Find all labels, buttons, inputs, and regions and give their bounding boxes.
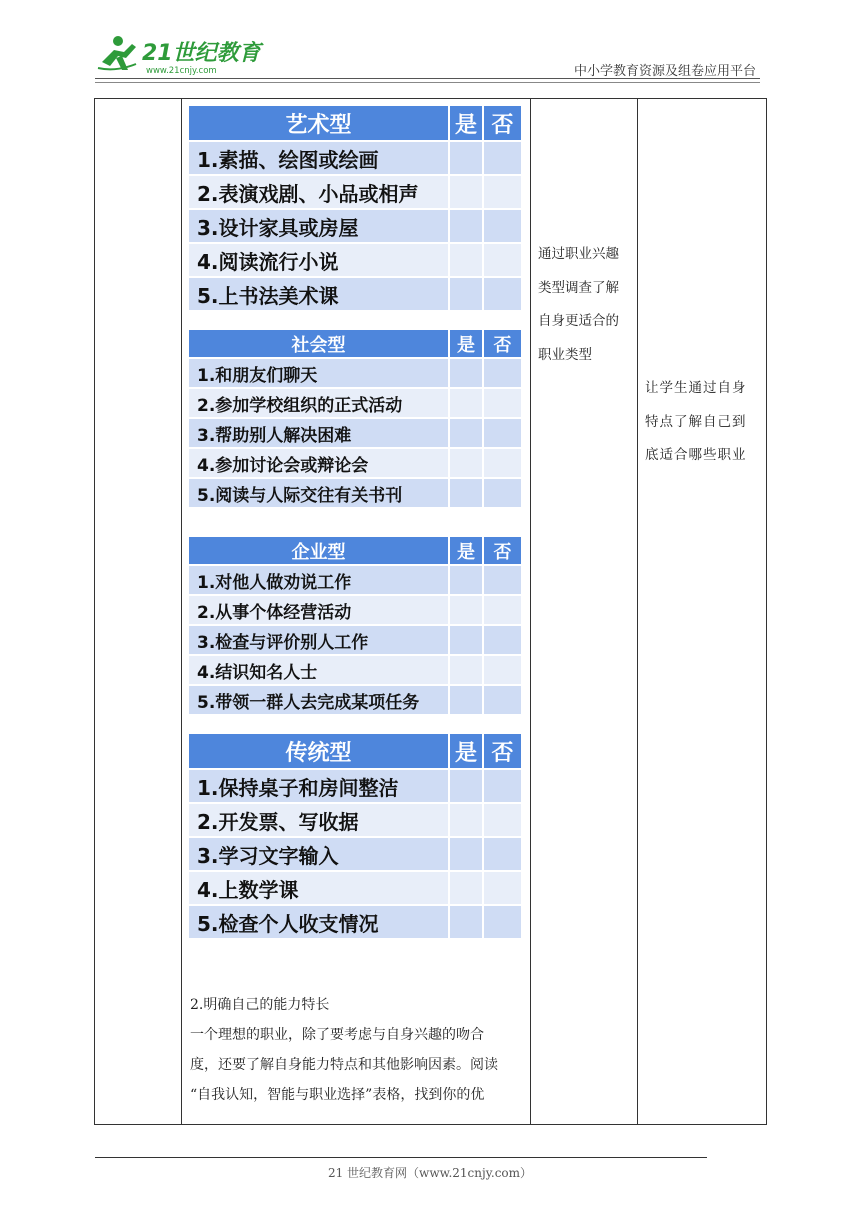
table-title: 艺术型 (189, 106, 449, 141)
yes-cell[interactable] (449, 803, 483, 837)
no-cell[interactable] (483, 448, 521, 478)
activity-goal (538, 238, 636, 372)
yes-cell[interactable] (449, 769, 483, 803)
table-title: 企业型 (189, 537, 449, 565)
yes-cell[interactable] (449, 625, 483, 655)
table-row: 2.参加学校组织的正式活动 (189, 388, 449, 418)
no-cell[interactable] (483, 803, 521, 837)
section-heading: 2.明确自己的能力特长 (190, 997, 330, 1013)
interest-table-artistic (189, 106, 521, 310)
table-title: 社会型 (189, 330, 449, 358)
text-line: 类型调查了解 (538, 279, 619, 296)
no-cell[interactable] (483, 655, 521, 685)
no-header: 否 (483, 734, 521, 769)
yes-cell[interactable] (449, 837, 483, 871)
table-row: 1.保持桌子和房间整洁 (189, 769, 449, 803)
logo-url: www.21cnjy.com (146, 66, 217, 76)
design-intent (645, 372, 763, 473)
no-cell[interactable] (483, 595, 521, 625)
table-row: 3.帮助别人解决困难 (189, 418, 449, 448)
table-row: 4.上数学课 (189, 871, 449, 905)
no-cell[interactable] (483, 388, 521, 418)
column-divider-1 (181, 98, 182, 1125)
no-cell[interactable] (483, 243, 521, 277)
column-divider-3 (637, 98, 638, 1125)
text-line: 通过职业兴趣 (538, 246, 619, 262)
yes-cell[interactable] (449, 243, 483, 277)
yes-header: 是 (449, 734, 483, 769)
yes-cell[interactable] (449, 871, 483, 905)
no-cell[interactable] (483, 565, 521, 595)
no-cell[interactable] (483, 277, 521, 310)
yes-cell[interactable] (449, 595, 483, 625)
yes-cell[interactable] (449, 565, 483, 595)
table-row: 1.素描、绘图或绘画 (189, 141, 449, 175)
interest-table-enterprising (189, 537, 521, 714)
interest-table-conventional (189, 734, 521, 938)
no-cell[interactable] (483, 769, 521, 803)
header-divider-thin (95, 82, 760, 83)
no-cell[interactable] (483, 871, 521, 905)
footer-text: 21 世纪教育网（www.21cnjy.com） (327, 1166, 533, 1180)
no-cell[interactable] (483, 905, 521, 938)
text-line: 特点了解自己到 (645, 413, 747, 430)
text-line: 自身更适合的 (538, 313, 619, 329)
table-row: 4.阅读流行小说 (189, 243, 449, 277)
yes-cell[interactable] (449, 418, 483, 448)
no-cell[interactable] (483, 837, 521, 871)
table-row: 1.和朋友们聊天 (189, 358, 449, 388)
table-row: 2.表演戏剧、小品或相声 (189, 175, 449, 209)
table-row: 4.参加讨论会或辩论会 (189, 448, 449, 478)
yes-header: 是 (449, 330, 483, 358)
table-row: 3.学习文字输入 (189, 837, 449, 871)
yes-cell[interactable] (449, 478, 483, 507)
yes-cell[interactable] (449, 209, 483, 243)
table-row: 2.开发票、写收据 (189, 803, 449, 837)
yes-cell[interactable] (449, 685, 483, 714)
table-title: 传统型 (189, 734, 449, 769)
yes-header: 是 (449, 537, 483, 565)
header-divider (95, 78, 760, 79)
paragraph-line: “自我认知，智能与职业选择”表格，找到你的优 (190, 1087, 485, 1103)
logo-text: 21世纪教育 (142, 41, 261, 66)
no-header: 否 (483, 106, 521, 141)
yes-cell[interactable] (449, 277, 483, 310)
table-row: 3.检查与评价别人工作 (189, 625, 449, 655)
table-row: 5.上书法美术课 (189, 277, 449, 310)
runner-icon (98, 36, 136, 70)
no-cell[interactable] (483, 478, 521, 507)
table-row: 5.检查个人收支情况 (189, 905, 449, 938)
text-line: 职业类型 (538, 346, 592, 363)
no-header: 否 (483, 330, 521, 358)
column-divider-2 (530, 98, 531, 1125)
yes-cell[interactable] (449, 905, 483, 938)
table-row: 1.对他人做劝说工作 (189, 565, 449, 595)
interest-table-social (189, 330, 521, 507)
no-header: 否 (483, 537, 521, 565)
footer-divider (95, 1157, 707, 1158)
yes-cell[interactable] (449, 655, 483, 685)
table-row: 4.结识知名人士 (189, 655, 449, 685)
table-row: 5.阅读与人际交往有关书刊 (189, 478, 449, 507)
yes-cell[interactable] (449, 141, 483, 175)
no-cell[interactable] (483, 141, 521, 175)
yes-cell[interactable] (449, 388, 483, 418)
site-logo (96, 32, 266, 78)
platform-name: 中小学教育资源及组卷应用平台 (573, 64, 756, 79)
no-cell[interactable] (483, 358, 521, 388)
section2 (190, 990, 526, 1110)
yes-header: 是 (449, 106, 483, 141)
no-cell[interactable] (483, 685, 521, 714)
text-line: 底适合哪些职业 (645, 447, 747, 463)
no-cell[interactable] (483, 209, 521, 243)
table-row: 3.设计家具或房屋 (189, 209, 449, 243)
no-cell[interactable] (483, 175, 521, 209)
text-line: 让学生通过自身 (645, 380, 747, 396)
no-cell[interactable] (483, 418, 521, 448)
table-row: 5.带领一群人去完成某项任务 (189, 685, 449, 714)
paragraph-line: 一个理想的职业，除了要考虑与自身兴趣的吻合 (190, 1027, 484, 1043)
yes-cell[interactable] (449, 175, 483, 209)
yes-cell[interactable] (449, 448, 483, 478)
table-row: 2.从事个体经营活动 (189, 595, 449, 625)
yes-cell[interactable] (449, 358, 483, 388)
paragraph-line: 度，还要了解自身能力特点和其他影响因素。阅读 (190, 1057, 498, 1073)
no-cell[interactable] (483, 625, 521, 655)
